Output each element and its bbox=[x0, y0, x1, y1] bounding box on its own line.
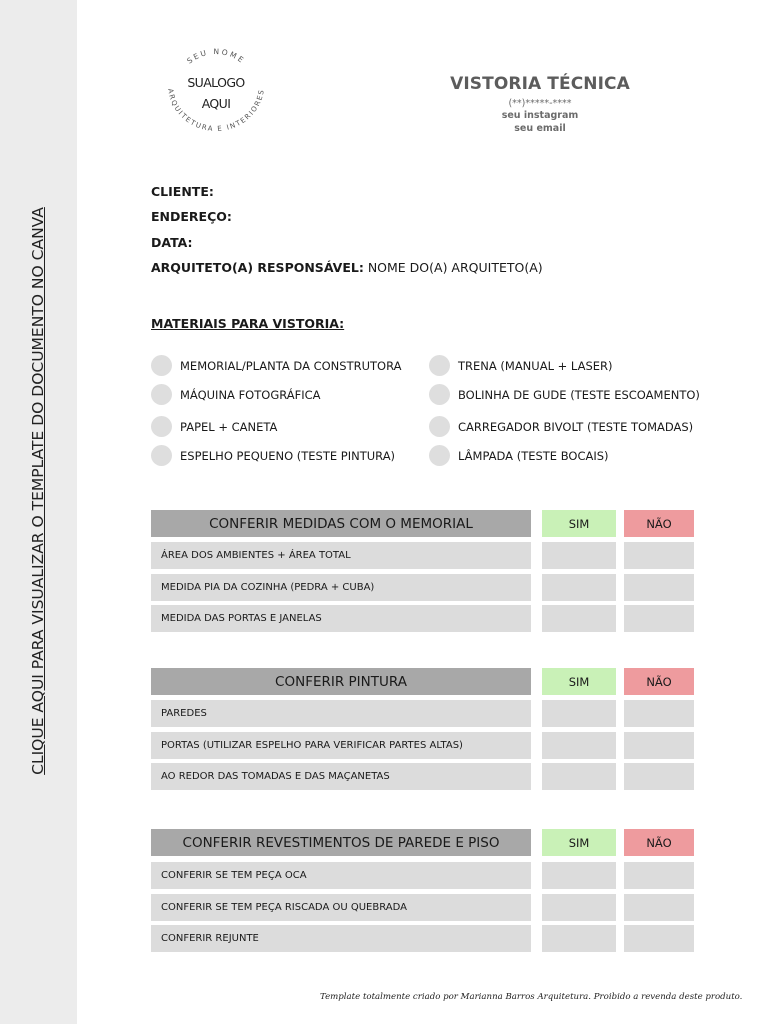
field-arquiteto bbox=[151, 260, 543, 275]
arquiteto-label: ARQUITETO(A) RESPONSÁVEL: bbox=[151, 260, 364, 275]
sim-checkbox[interactable] bbox=[542, 700, 616, 727]
material-item[interactable]: PAPEL + CANETA bbox=[151, 416, 277, 437]
checkbox-circle[interactable] bbox=[151, 355, 172, 376]
checklist-row: ÁREA DOS AMBIENTES + ÁREA TOTAL bbox=[151, 542, 531, 569]
nao-checkbox[interactable] bbox=[624, 732, 694, 759]
sim-checkbox[interactable] bbox=[542, 862, 616, 889]
checkbox-circle[interactable] bbox=[151, 384, 172, 405]
sim-checkbox[interactable] bbox=[542, 763, 616, 790]
logo-top-text: SEU NOME bbox=[185, 46, 247, 66]
nao-checkbox[interactable] bbox=[624, 574, 694, 601]
nao-checkbox[interactable] bbox=[624, 925, 694, 952]
contact-instagram: seu instagram bbox=[501, 110, 579, 121]
checklist-row: PAREDES bbox=[151, 700, 531, 727]
field-cliente: CLIENTE: bbox=[151, 184, 214, 199]
checklist-row: MEDIDA PIA DA COZINHA (PEDRA + CUBA) bbox=[151, 574, 531, 601]
checklist-row: CONFERIR REJUNTE bbox=[151, 925, 531, 952]
material-item[interactable]: LÂMPADA (TESTE BOCAIS) bbox=[429, 445, 609, 466]
nao-checkbox[interactable] bbox=[624, 542, 694, 569]
logo bbox=[160, 45, 272, 147]
material-item[interactable]: TRENA (MANUAL + LASER) bbox=[429, 355, 613, 376]
material-item[interactable]: MEMORIAL/PLANTA DA CONSTRUTORA bbox=[151, 355, 401, 376]
checkbox-circle[interactable] bbox=[429, 445, 450, 466]
material-item[interactable]: BOLINHA DE GUDE (TESTE ESCOAMENTO) bbox=[429, 384, 700, 405]
nao-header: NÃO bbox=[624, 510, 694, 537]
section-header-pintura: CONFERIR PINTURA bbox=[151, 668, 531, 695]
sidebar bbox=[0, 0, 77, 1024]
sim-checkbox[interactable] bbox=[542, 574, 616, 601]
checklist-row: AO REDOR DAS TOMADAS E DAS MAÇANETAS bbox=[151, 763, 531, 790]
arquiteto-value: NOME DO(A) ARQUITETO(A) bbox=[367, 260, 543, 275]
checklist-row: CONFERIR SE TEM PEÇA OCA bbox=[151, 862, 531, 889]
logo-line1: SUALOGO bbox=[187, 75, 245, 90]
nao-checkbox[interactable] bbox=[624, 763, 694, 790]
field-endereco: ENDEREÇO: bbox=[151, 209, 232, 224]
material-item[interactable]: MÁQUINA FOTOGRÁFICA bbox=[151, 384, 321, 405]
document-header bbox=[440, 74, 640, 135]
nao-header: NÃO bbox=[624, 829, 694, 856]
nao-checkbox[interactable] bbox=[624, 605, 694, 632]
sim-header: SIM bbox=[542, 668, 616, 695]
section-header-medidas: CONFERIR MEDIDAS COM O MEMORIAL bbox=[151, 510, 531, 537]
checkbox-circle[interactable] bbox=[429, 355, 450, 376]
nao-header: NÃO bbox=[624, 668, 694, 695]
logo-bottom-text: ARQUITETURA E INTERIORES bbox=[166, 88, 266, 134]
nao-checkbox[interactable] bbox=[624, 700, 694, 727]
sim-header: SIM bbox=[542, 510, 616, 537]
field-data: DATA: bbox=[151, 235, 193, 250]
checkbox-circle[interactable] bbox=[151, 445, 172, 466]
sim-checkbox[interactable] bbox=[542, 605, 616, 632]
materiais-title: MATERIAIS PARA VISTORIA: bbox=[151, 316, 345, 331]
sim-checkbox[interactable] bbox=[542, 894, 616, 921]
checklist-row: CONFERIR SE TEM PEÇA RISCADA OU QUEBRADA bbox=[151, 894, 531, 921]
checklist-row: PORTAS (UTILIZAR ESPELHO PARA VERIFICAR PARTES ALTAS) bbox=[151, 732, 531, 759]
sim-checkbox[interactable] bbox=[542, 925, 616, 952]
footer-credit: Template totalmente criado por Marianna Barros Arquitetura. Proibido a revenda deste produto. bbox=[320, 992, 743, 1002]
nao-checkbox[interactable] bbox=[624, 862, 694, 889]
material-item[interactable]: CARREGADOR BIVOLT (TESTE TOMADAS) bbox=[429, 416, 693, 437]
checklist-row: MEDIDA DAS PORTAS E JANELAS bbox=[151, 605, 531, 632]
section-header-revestimentos: CONFERIR REVESTIMENTOS DE PAREDE E PISO bbox=[151, 829, 531, 856]
sim-checkbox[interactable] bbox=[542, 732, 616, 759]
canva-template-link[interactable]: CLIQUE AQUI PARA VISUALIZAR O TEMPLATE DO DOCUMENTO NO CANVA bbox=[29, 207, 47, 775]
sim-checkbox[interactable] bbox=[542, 542, 616, 569]
checkbox-circle[interactable] bbox=[429, 416, 450, 437]
checkbox-circle[interactable] bbox=[151, 416, 172, 437]
nao-checkbox[interactable] bbox=[624, 894, 694, 921]
contact-email: seu email bbox=[514, 123, 566, 134]
contact-phone: (**)*****-**** bbox=[508, 98, 572, 109]
svg-text:SEU NOME bbox=[185, 47, 247, 66]
document-title: VISTORIA TÉCNICA bbox=[450, 74, 630, 94]
sim-header: SIM bbox=[542, 829, 616, 856]
checkbox-circle[interactable] bbox=[429, 384, 450, 405]
logo-line2: AQUI bbox=[201, 96, 231, 111]
material-item[interactable]: ESPELHO PEQUENO (TESTE PINTURA) bbox=[151, 445, 395, 466]
